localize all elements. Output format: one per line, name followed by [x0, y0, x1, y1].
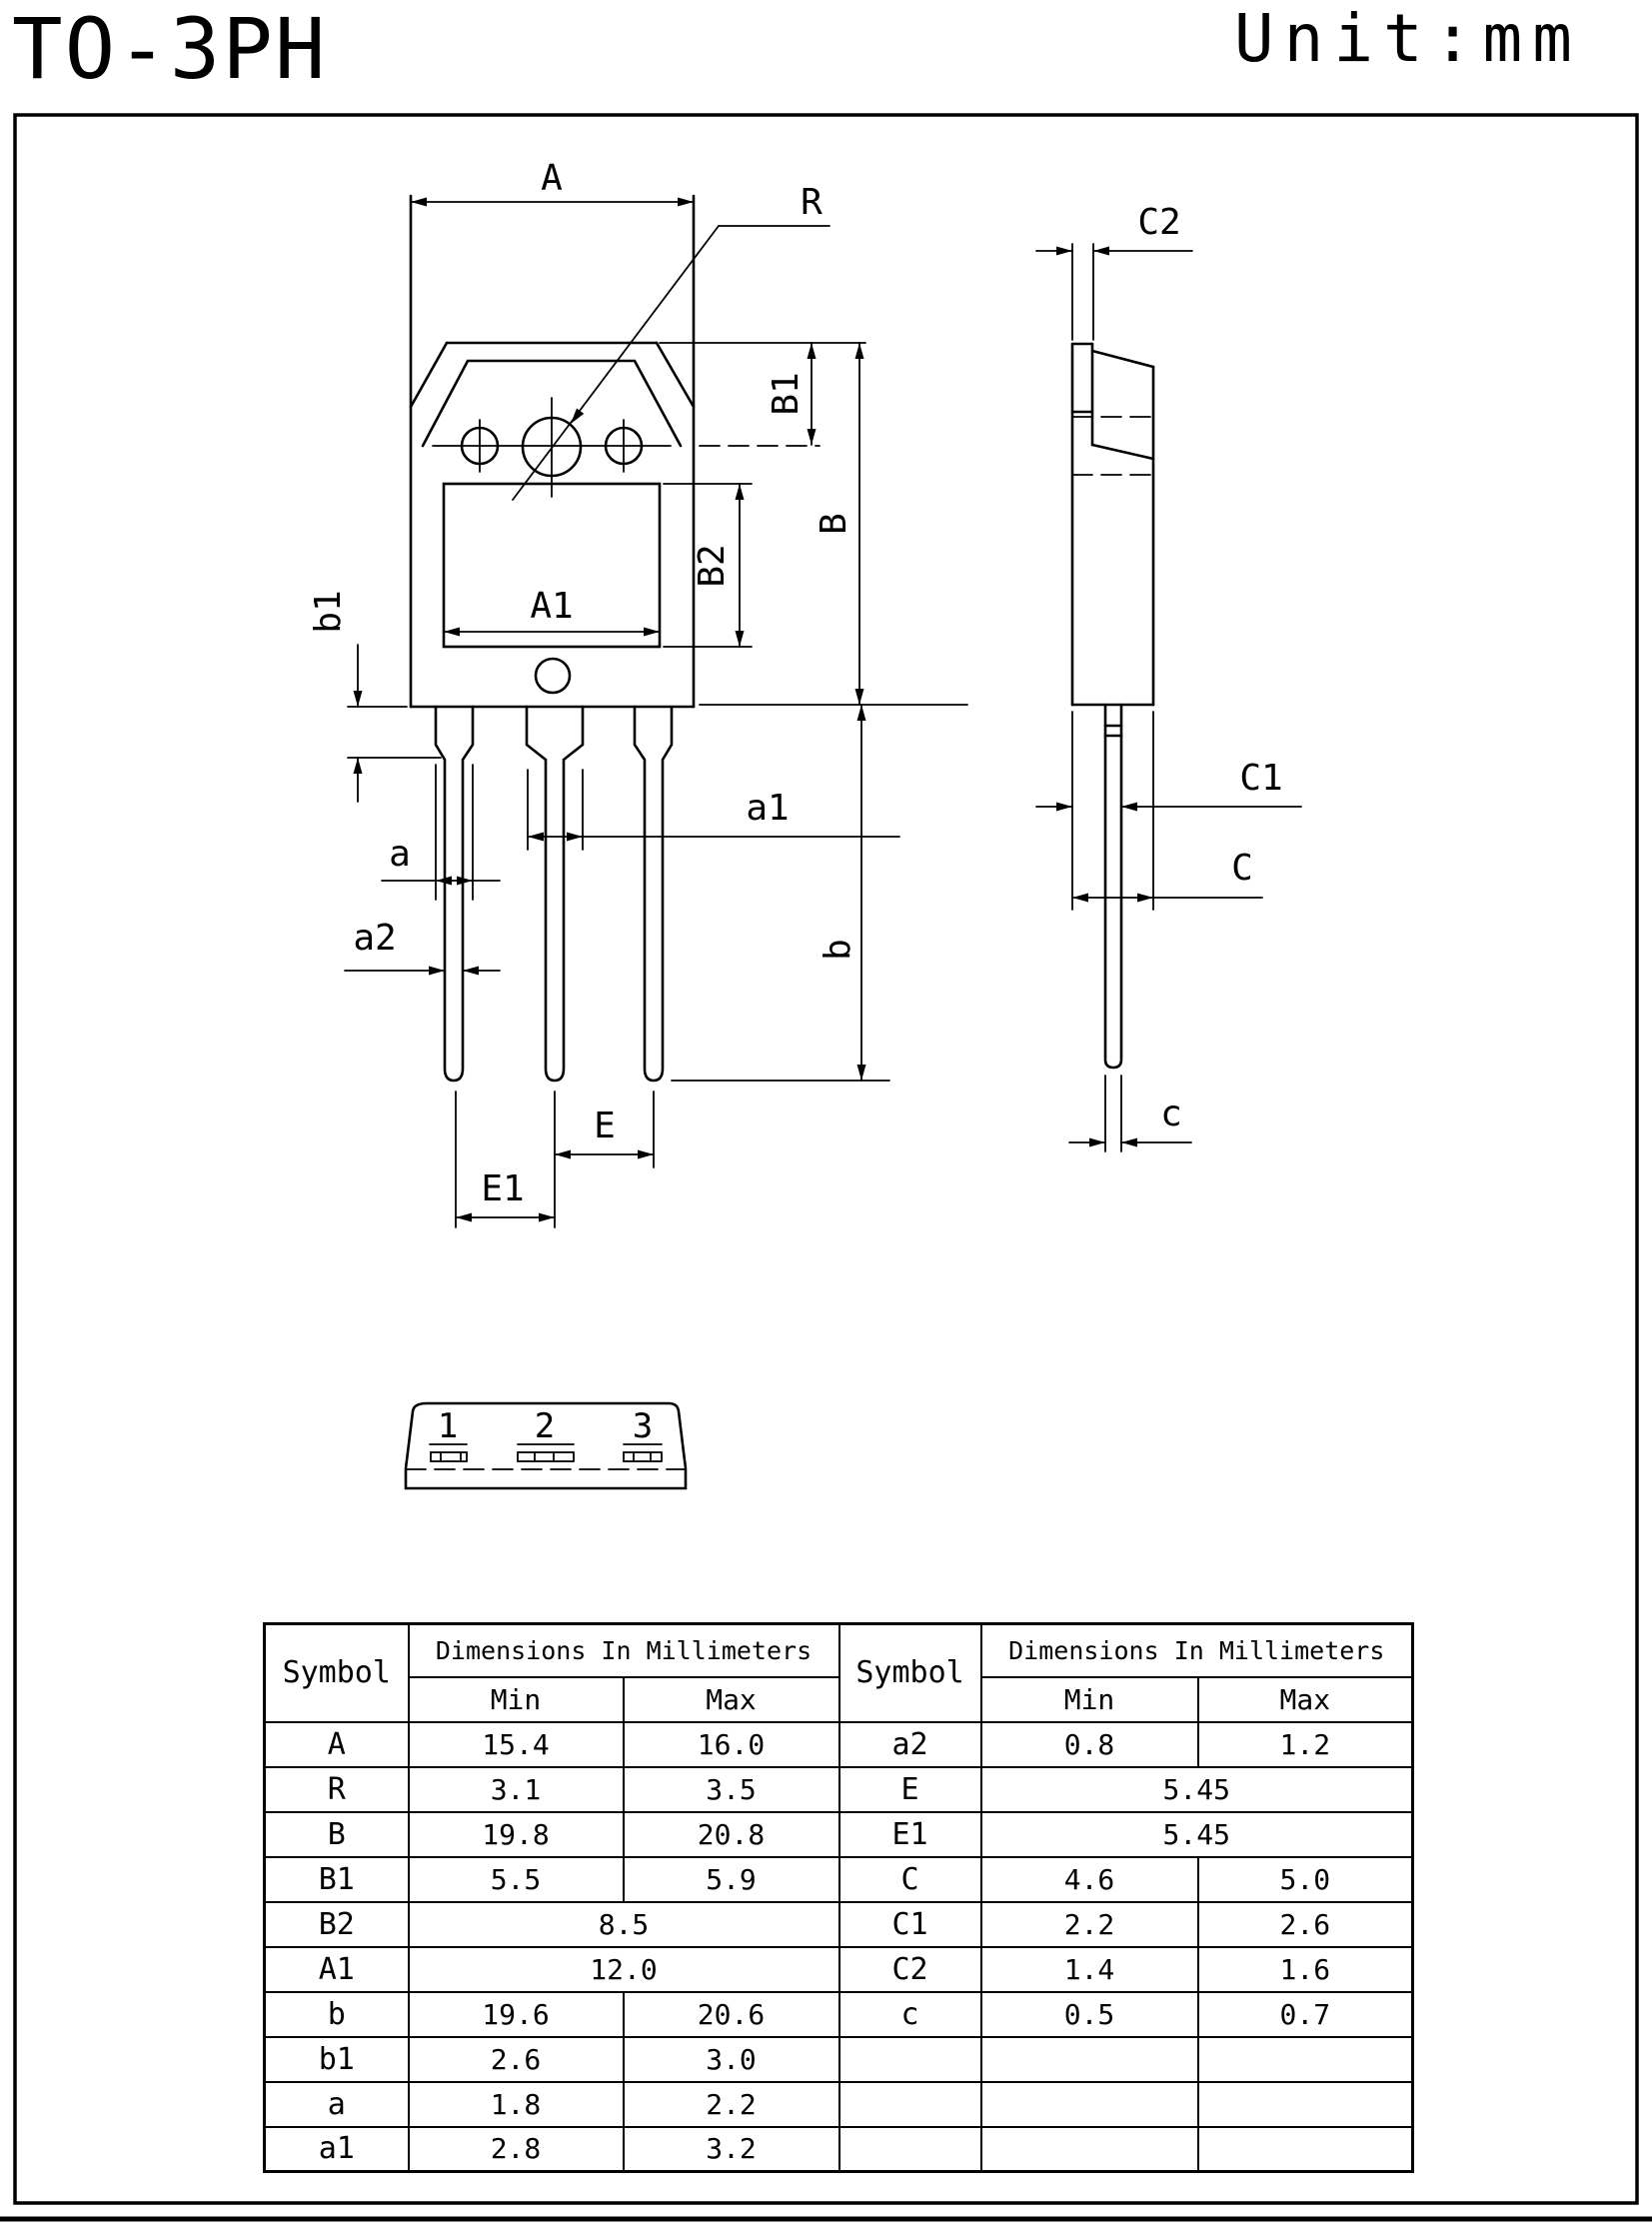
dim-C2 — [1036, 202, 1192, 340]
dim-label-A: A — [541, 158, 563, 199]
table-row — [265, 1947, 1413, 1992]
dim-A — [411, 158, 694, 207]
max-cell — [1198, 2127, 1413, 2172]
max-cell: 5.9 — [624, 1857, 839, 1902]
header-min-right: Min — [981, 1677, 1198, 1722]
dim-b — [672, 705, 889, 1081]
symbol-cell: a1 — [265, 2127, 409, 2172]
header-symbol-left: Symbol — [265, 1624, 409, 1722]
min-cell: 0.5 — [981, 1992, 1198, 2037]
min-cell: 1.4 — [981, 1947, 1198, 1992]
merged-value-cell: 12.0 — [409, 1947, 839, 1992]
symbol-cell: A1 — [265, 1947, 409, 1992]
symbol-cell: b — [265, 1992, 409, 2037]
min-cell: 2.2 — [981, 1902, 1198, 1947]
dim-label-b: b — [818, 939, 858, 961]
dim-label-A1: A1 — [530, 586, 574, 627]
side-lead — [1105, 705, 1121, 1068]
max-cell — [1198, 2037, 1413, 2082]
table-row — [265, 1902, 1413, 1947]
table-row — [265, 1722, 1413, 1767]
merged-value-cell: 5.45 — [981, 1812, 1413, 1857]
table-row — [265, 2127, 1413, 2172]
pin-pads — [431, 1452, 662, 1461]
leads — [436, 707, 672, 1081]
max-cell: 2.2 — [624, 2082, 839, 2127]
dim-label-C: C — [1231, 848, 1253, 889]
dim-label-R: R — [801, 182, 823, 223]
symbol-cell: B2 — [265, 1902, 409, 1947]
dim-label-C2: C2 — [1137, 202, 1181, 243]
merged-value-cell: 5.45 — [981, 1767, 1413, 1812]
dim-label-C1: C1 — [1239, 758, 1283, 799]
pin-number-2: 2 — [534, 1406, 556, 1446]
symbol-cell: a — [265, 2082, 409, 2127]
header-symbol-right: Symbol — [839, 1624, 981, 1722]
min-cell: 5.5 — [409, 1857, 624, 1902]
dim-label-a2: a2 — [353, 918, 397, 959]
dim-label-a1: a1 — [746, 788, 790, 829]
header-dimensions-left: Dimensions In Millimeters — [409, 1624, 839, 1677]
header-max-left: Max — [624, 1677, 839, 1722]
min-cell: 4.6 — [981, 1857, 1198, 1902]
symbol-cell: a2 — [839, 1722, 981, 1767]
dim-a — [382, 765, 500, 900]
dimension-table — [263, 1622, 1414, 2173]
symbol-cell: E1 — [839, 1812, 981, 1857]
dim-label-B1: B1 — [766, 372, 807, 416]
symbol-cell: E — [839, 1767, 981, 1812]
symbol-cell — [839, 2127, 981, 2172]
header-max-right: Max — [1198, 1677, 1413, 1722]
bottom-view — [406, 1403, 686, 1488]
max-cell: 1.6 — [1198, 1947, 1413, 1992]
max-cell: 16.0 — [624, 1722, 839, 1767]
dim-E1 — [456, 1092, 555, 1227]
page-title: TO-3PH — [12, 0, 328, 98]
merged-value-cell: 8.5 — [409, 1902, 839, 1947]
symbol-cell: C2 — [839, 1947, 981, 1992]
symbol-cell: B1 — [265, 1857, 409, 1902]
symbol-cell: C1 — [839, 1902, 981, 1947]
max-cell — [1198, 2082, 1413, 2127]
dim-label-c: c — [1160, 1094, 1182, 1134]
dim-C — [1072, 848, 1262, 903]
table-row — [265, 2082, 1413, 2127]
symbol-cell: c — [839, 1992, 981, 2037]
symbol-cell — [839, 2037, 981, 2082]
pin-number-3: 3 — [632, 1406, 654, 1446]
dim-label-E1: E1 — [481, 1168, 525, 1209]
unit-label: Unit:mm — [1233, 0, 1582, 77]
header-min-left: Min — [409, 1677, 624, 1722]
table-row — [265, 1767, 1413, 1812]
table-row — [265, 1992, 1413, 2037]
max-cell: 20.6 — [624, 1992, 839, 2037]
max-cell: 0.7 — [1198, 1992, 1413, 2037]
front-view — [308, 158, 967, 1227]
max-cell: 2.6 — [1198, 1902, 1413, 1947]
symbol-cell: A — [265, 1722, 409, 1767]
bottom-hole — [536, 659, 570, 693]
min-cell — [981, 2082, 1198, 2127]
dim-label-a: a — [389, 834, 411, 875]
min-cell: 19.8 — [409, 1812, 624, 1857]
max-cell: 3.0 — [624, 2037, 839, 2082]
symbol-cell: b1 — [265, 2037, 409, 2082]
min-cell: 3.1 — [409, 1767, 624, 1812]
dim-R — [513, 182, 829, 500]
side-view — [1036, 202, 1301, 1151]
dim-A1 — [444, 586, 660, 637]
max-cell: 5.0 — [1198, 1857, 1413, 1902]
table-row — [265, 1857, 1413, 1902]
header-dimensions-right: Dimensions In Millimeters — [981, 1624, 1413, 1677]
max-cell: 3.5 — [624, 1767, 839, 1812]
dim-label-B2: B2 — [692, 544, 733, 588]
dim-label-B: B — [814, 513, 854, 535]
min-cell: 0.8 — [981, 1722, 1198, 1767]
dim-a2 — [345, 918, 500, 976]
dim-B2 — [664, 484, 752, 647]
table-row — [265, 2037, 1413, 2082]
symbol-cell: C — [839, 1857, 981, 1902]
dim-C1 — [1036, 712, 1301, 910]
max-cell: 1.2 — [1198, 1722, 1413, 1767]
dim-B1 — [660, 343, 865, 446]
pin-number-1: 1 — [437, 1406, 459, 1446]
min-cell: 1.8 — [409, 2082, 624, 2127]
min-cell: 2.6 — [409, 2037, 624, 2082]
dim-a1 — [528, 770, 899, 850]
min-cell: 15.4 — [409, 1722, 624, 1767]
dim-E — [555, 1092, 654, 1227]
table-row — [265, 1812, 1413, 1857]
max-cell: 3.2 — [624, 2127, 839, 2172]
min-cell: 19.6 — [409, 1992, 624, 2037]
symbol-cell — [839, 2082, 981, 2127]
min-cell: 2.8 — [409, 2127, 624, 2172]
symbol-cell: R — [265, 1767, 409, 1812]
max-cell: 20.8 — [624, 1812, 839, 1857]
symbol-cell: B — [265, 1812, 409, 1857]
min-cell — [981, 2127, 1198, 2172]
dim-c — [1069, 1076, 1191, 1151]
dim-label-b1: b1 — [308, 590, 349, 634]
min-cell — [981, 2037, 1198, 2082]
dim-b1 — [308, 590, 441, 802]
dim-label-E: E — [594, 1106, 616, 1146]
